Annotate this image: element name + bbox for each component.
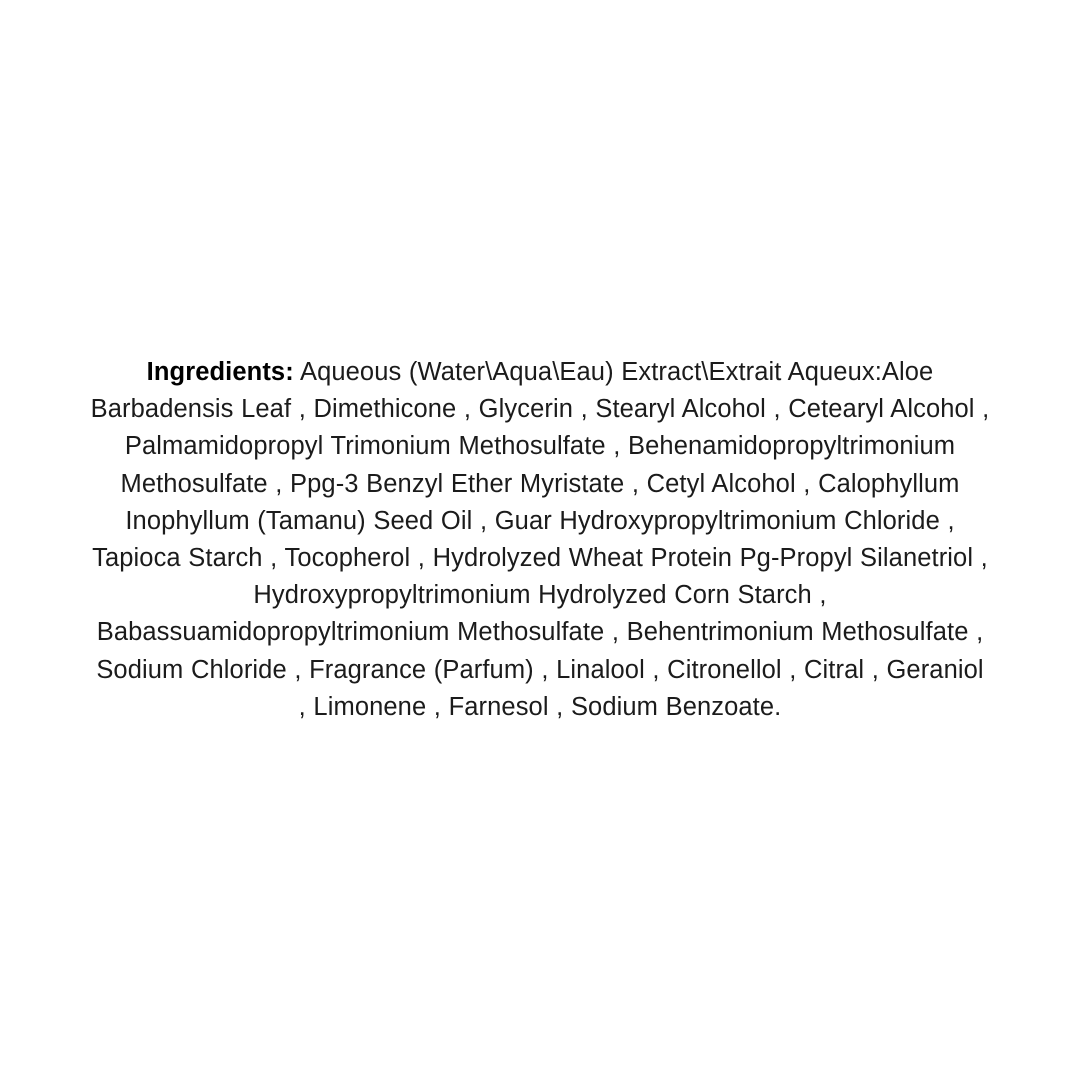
ingredients-label: Ingredients: <box>146 357 294 386</box>
ingredients-list-text: Aqueous (Water\Aqua\Eau) Extract\Extrait Aqueux:Aloe Barbadensis Leaf , Dimethicone , Glycerin , Stearyl Alcohol , Cetearyl Alcohol , Palmamidopropyl Trimonium Methosulfate , Behenamidopropyltrimonium Methosulfate , Ppg-3 Benzyl Ether Myristate , Cetyl Alcohol , Calophyllum Inophyllum (Tamanu) Seed Oil , Guar Hydroxypropyltrimonium Chloride , Tapioca Starch , Tocopherol , Hydrolyzed Wheat Protein Pg-Propyl Silanetriol , Hydroxypropyltrimonium Hydrolyzed Corn Starch , Babassuamidopropyltrimonium Methosulfate , Behentrimonium Methosulfate , Sodium Chloride , Fragrance (Parfum) , Linalool , Citronellol , Citral , Geraniol , Limonene , Farnesol , Sodium Benzoate. <box>90 357 990 721</box>
ingredients-paragraph <box>90 354 990 726</box>
